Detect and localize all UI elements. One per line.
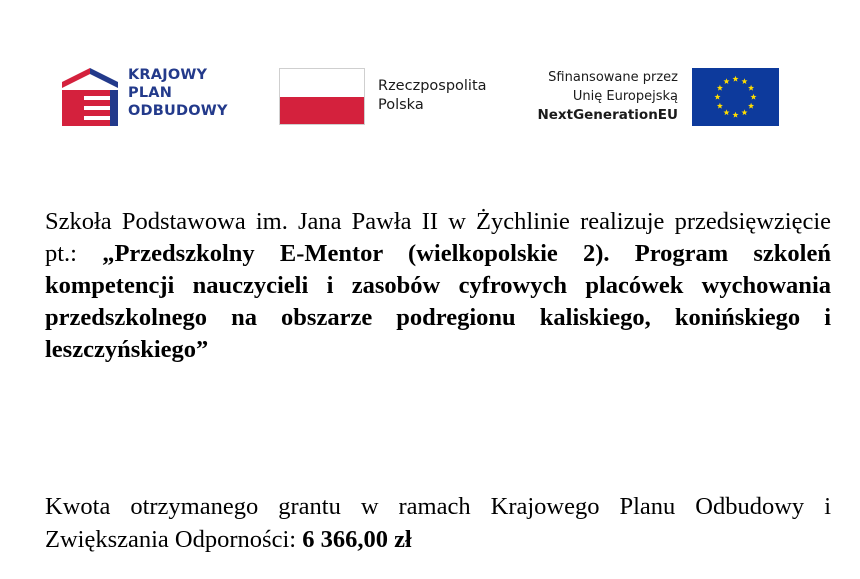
- eu-star-icon: [748, 85, 754, 91]
- polish-flag: [279, 68, 365, 125]
- kpo-line-3: ODBUDOWY: [128, 103, 228, 119]
- eu-star-icon: [748, 103, 754, 109]
- poland-logo-text: [378, 77, 487, 115]
- eu-flag: [692, 68, 779, 126]
- eu-star-icon: [741, 78, 747, 84]
- project-description: [45, 206, 831, 366]
- eu-star-icon: [741, 109, 747, 115]
- eu-star-icon: [714, 94, 720, 100]
- poland-line-2: Polska: [378, 97, 424, 113]
- grant-amount: 6 366,00 zł: [302, 526, 412, 553]
- flag-white-stripe: [280, 69, 364, 97]
- eu-line-1: Sfinansowane przez: [548, 70, 678, 85]
- eu-line-2: Unię Europejską: [572, 89, 678, 104]
- eu-star-icon: [723, 109, 729, 115]
- eu-logo-text: [537, 68, 678, 125]
- flag-red-stripe: [280, 97, 364, 125]
- grant-info: [45, 490, 831, 556]
- project-title: „Przedszkolny E-Mentor (wielkopolskie 2). Program szkoleń kompetencji nauczycieli i zasobów cyfrowych placówek wychowania przedszkolnego na obszarze podregionu kaliskiego, konińskiego i leszczyńskiego”: [45, 240, 831, 363]
- kpo-line-2: PLAN: [128, 85, 173, 101]
- logo-bar: [0, 0, 860, 160]
- eu-program: NextGenerationEU: [537, 107, 678, 123]
- eu-star-icon: [723, 78, 729, 84]
- eu-star-icon: [717, 103, 723, 109]
- poland-line-1: Rzeczpospolita: [378, 78, 487, 94]
- project-intro: Szkoła Podstawowa im. Jana Pawła II w Żychlinie realizuje przedsięwzięcie pt.:: [45, 208, 831, 267]
- eu-star-icon: [732, 76, 738, 82]
- grant-label: Kwota otrzymanego grantu w ramach Krajowego Planu Odbudowy i Zwiększania Odporności:: [45, 493, 831, 553]
- kpo-line-1: KRAJOWY: [128, 67, 208, 83]
- kpo-logo-text: [128, 66, 228, 120]
- kpo-logo-mark: [62, 68, 118, 126]
- eu-star-icon: [750, 94, 756, 100]
- eu-star-icon: [732, 112, 738, 118]
- eu-star-icon: [717, 85, 723, 91]
